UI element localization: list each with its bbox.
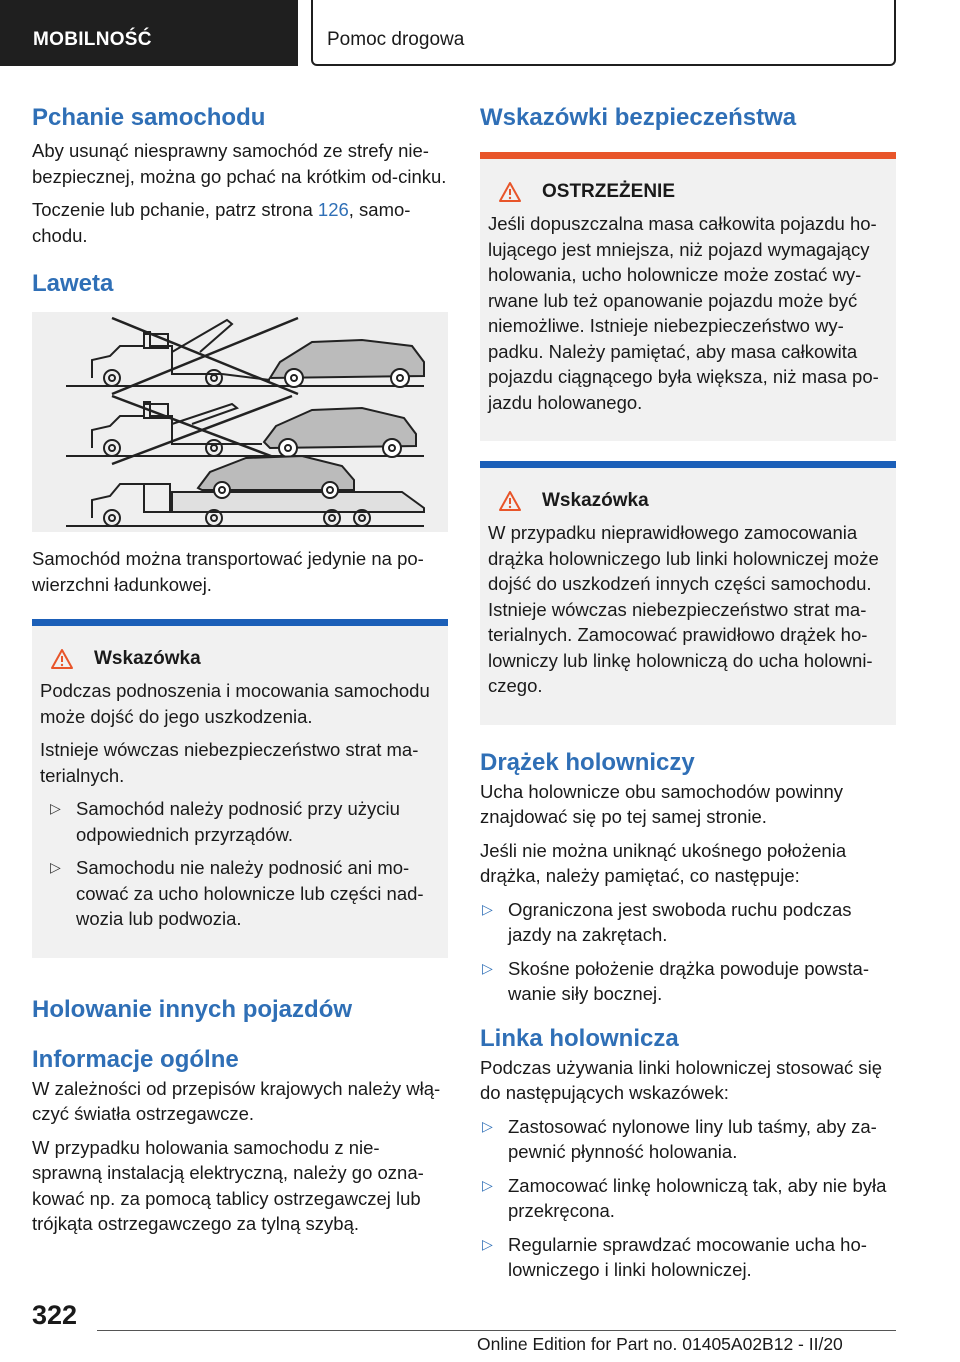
note-box-left: [32, 619, 448, 958]
footer-divider: [97, 1330, 896, 1331]
note-box-right: [480, 461, 896, 725]
list-item: ▷ Skośne położenie drążka powoduje powsta-wanie siły bocznej.: [482, 957, 869, 1004]
list-item: ▷ Samochodu nie należy podnosić ani mo-cować za ucho holownicze lub części nad-wozia lub podwozia.: [50, 857, 424, 929]
push-paragraph-1: Aby usunąć niesprawny samochód ze strefy nie-bezpiecznej, można go pchać na krótkim od-cinku.: [32, 140, 447, 187]
triangle-bullet-icon: ▷: [50, 859, 61, 875]
tow-truck-illustration: [32, 312, 448, 532]
right-column: [480, 100, 896, 1291]
page-link[interactable]: 126: [317, 199, 349, 220]
tow-truck-heading: Laweta: [32, 270, 114, 297]
warning-box: [480, 152, 896, 441]
note-paragraph-2: Istnieje wówczas niebezpieczeństwo strat ma-terialnych.: [40, 739, 419, 786]
list-item: ▷ Samochód należy podnosić przy użyciu odpowiednich przyrządów.: [50, 798, 400, 845]
warning-triangle-icon: [498, 181, 522, 203]
list-item: ▷ Zamocować linkę holowniczą tak, aby nie była przekręcona.: [482, 1174, 887, 1221]
edition-info: Online Edition for Part no. 01405A02B12 - II/20: [477, 1334, 843, 1354]
triangle-bullet-icon: ▷: [482, 1235, 493, 1252]
list-item: ▷ Ograniczona jest swoboda ruchu podczas jazdy na zakrętach.: [482, 898, 852, 945]
topic-tab: [311, 0, 896, 66]
triangle-bullet-icon: ▷: [50, 800, 61, 816]
section-tab: [0, 0, 298, 66]
tow-bar-heading: Drążek holowniczy: [480, 748, 695, 776]
list-item: ▷ Zastosować nylonowe liny lub taśmy, aby za-pewnić płynność holowania.: [482, 1115, 877, 1162]
warning-bar: [480, 152, 896, 159]
warning-triangle-icon: [50, 648, 74, 670]
section-title: MOBILNOŚĆ: [33, 29, 152, 50]
note-title: Wskazówka: [542, 490, 649, 511]
tow-methods-diagram: [32, 312, 448, 532]
general-paragraph-2: W przypadku holowania samochodu z nie-sprawną instalacją elektryczną, należy go ozna-kować np. za pomocą tablicy ostrzegawczej lub trójkąta ostrzegawczego za tylną szybą.: [32, 1136, 424, 1234]
general-paragraph-1: W zależności od przepisów krajowych należy włą-czyć światła ostrzegawcze.: [32, 1077, 441, 1124]
safety-heading: Wskazówki bezpieczeństwa: [480, 104, 797, 131]
warning-header: [488, 181, 888, 203]
note-header: [488, 490, 888, 512]
triangle-bullet-icon: ▷: [482, 1117, 493, 1134]
triangle-bullet-icon: ▷: [482, 959, 493, 976]
warning-paragraph: Jeśli dopuszczalna masa całkowita pojazdu ho-lującego jest mniejsza, niż pojazd wymagający holowania, ucho holownicze może zostać wy-rwane lub też opanowanie pojazdu może być niemożliwe. Istnieje niebezpieczeństwo wy-padku. Należy pamiętać, aby masa całkowita pojazdu ciągnącego była większa, niż masa po-jazdu holowanego.: [488, 213, 879, 413]
page-number: 322: [32, 1300, 78, 1330]
tow-bar-paragraph-1: Ucha holownicze obu samochodów powinny znajdować się po tej samej stronie.: [480, 780, 844, 827]
triangle-bullet-icon: ▷: [482, 900, 493, 917]
tow-rope-paragraph: Podczas używania linki holowniczej stosować się do następujących wskazówek:: [480, 1056, 883, 1103]
note-list: [40, 796, 440, 932]
note-paragraph-1: Podczas podnoszenia i mocowania samochodu może dojść do jego uszkodzenia.: [40, 680, 430, 727]
tow-truck-paragraph: Samochód można transportować jedynie na po-wierzchni ładunkowej.: [32, 548, 424, 595]
note-header: [40, 648, 440, 670]
left-column: [32, 100, 448, 1245]
note-bar: [32, 619, 448, 626]
general-info-heading: Informacje ogólne: [32, 1045, 239, 1073]
push-paragraph-2: Toczenie lub pchanie, patrz strona 126, samo-chodu.: [32, 199, 411, 246]
note-title: Wskazówka: [94, 648, 201, 669]
tow-rope-heading: Linka holownicza: [480, 1024, 679, 1052]
warning-triangle-icon: [498, 490, 522, 512]
tow-bar-list: [480, 897, 896, 1007]
note-paragraph: W przypadku nieprawidłowego zamocowania drążka holowniczego lub linki holowniczej może dojść do uszkodzeń innych części samochodu. Istnieje wówczas niebezpieczeństwo strat ma-terialnych. Zamocować prawidłowo drążek ho-lowniczy lub linkę holowniczą do ucha holowni-czego.: [488, 522, 879, 696]
triangle-bullet-icon: ▷: [482, 1176, 493, 1193]
warning-title: OSTRZEŻENIE: [542, 181, 676, 202]
list-item: ▷ Regularnie sprawdzać mocowanie ucha ho-lowniczego i linki holowniczej.: [482, 1233, 867, 1280]
push-heading: Pchanie samochodu: [32, 104, 266, 131]
towing-others-heading: Holowanie innych pojazdów: [32, 995, 353, 1023]
topic-title: Pomoc drogowa: [327, 29, 465, 50]
note-bar: [480, 461, 896, 468]
tow-bar-paragraph-2: Jeśli nie można uniknąć ukośnego położenia drążka, należy pamiętać, co następuje:: [480, 839, 847, 886]
tow-rope-list: [480, 1114, 896, 1283]
